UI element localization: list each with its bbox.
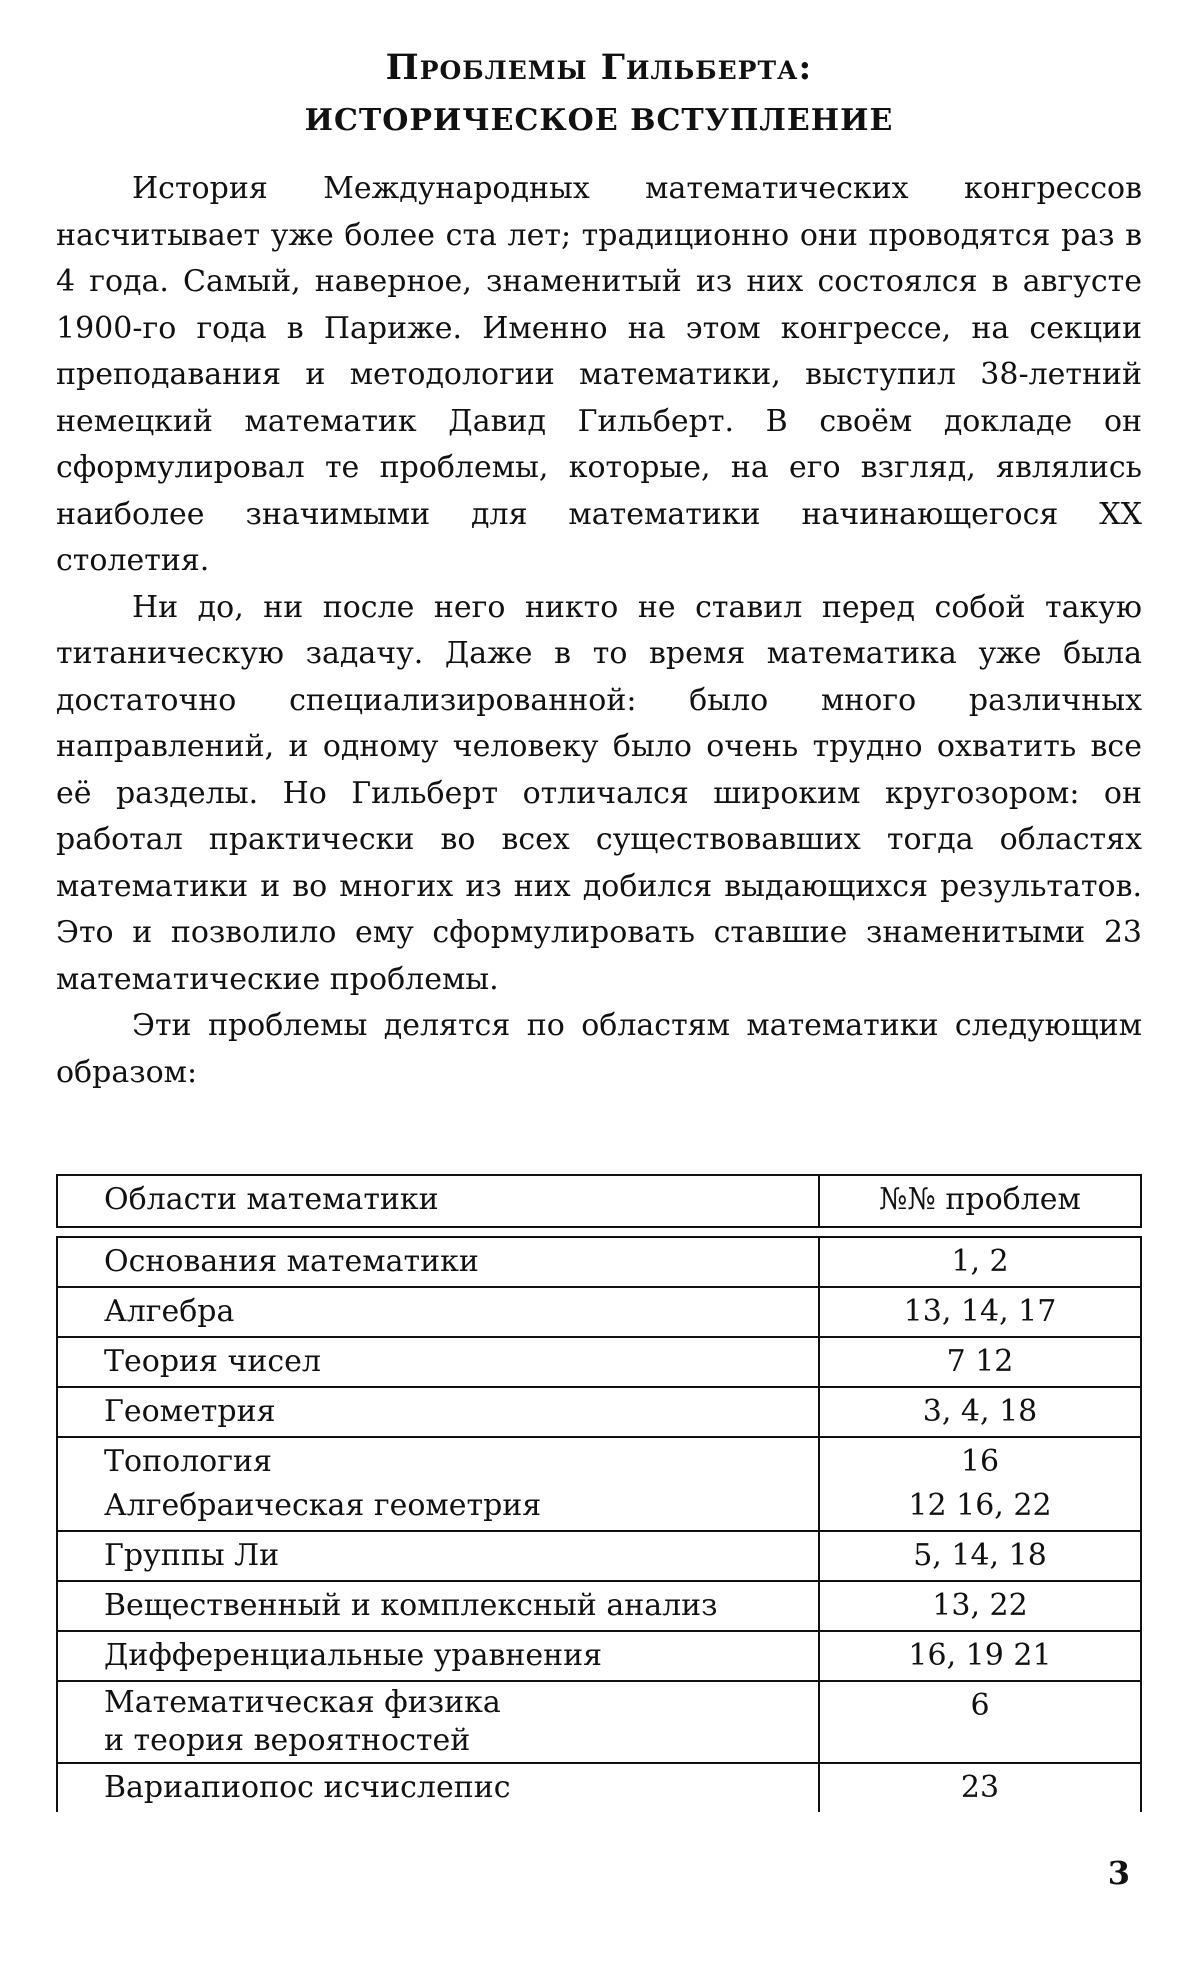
paragraph-3: Эти проблемы делятся по областям математики следующим образом: bbox=[56, 1008, 1142, 1090]
table-header-row bbox=[57, 1175, 1141, 1227]
table-cell-area-line: Алгебраическая геометрия bbox=[104, 1488, 542, 1523]
table-cell-area-line: Топология bbox=[104, 1444, 272, 1479]
page-title: Проблемы Гильберта: bbox=[385, 47, 813, 88]
page-subtitle: ИСТОРИЧЕСКОЕ ВСТУПЛЕНИЕ bbox=[304, 103, 894, 138]
table-cell-nums bbox=[819, 1437, 1141, 1531]
table-cell-nums: 23 bbox=[819, 1763, 1141, 1812]
table-cell-nums: 13, 22 bbox=[819, 1581, 1141, 1631]
table-cell-area bbox=[57, 1681, 819, 1763]
table-header-nums: №№ проблем bbox=[819, 1175, 1141, 1227]
table-cell-area: Вещественный и комплексный анализ bbox=[57, 1581, 819, 1631]
table-row bbox=[57, 1237, 1141, 1287]
table-row bbox=[57, 1763, 1141, 1812]
table-cell-area: Геометрия bbox=[57, 1387, 819, 1437]
table-cell-area: Дифференциальные уравнения bbox=[57, 1631, 819, 1681]
page-number: 3 bbox=[1107, 1854, 1130, 1892]
table-cell-nums-line: 12 16, 22 bbox=[908, 1488, 1052, 1523]
table-row bbox=[57, 1681, 1141, 1763]
problems-table bbox=[56, 1174, 1142, 1812]
table-cell-nums: 3, 4, 18 bbox=[819, 1387, 1141, 1437]
table-cell-area: Вариапиопос исчислепис bbox=[57, 1763, 819, 1812]
table-header-area: Области математики bbox=[57, 1175, 819, 1227]
table-cell-nums: 1, 2 bbox=[819, 1237, 1141, 1287]
table-cell-area-line: и теория вероятностей bbox=[104, 1723, 471, 1758]
table-cell-area: Основания математики bbox=[57, 1237, 819, 1287]
table-row bbox=[57, 1581, 1141, 1631]
table-cell-area-line: Математическая физика bbox=[104, 1685, 501, 1720]
table-cell-area: Алгебра bbox=[57, 1287, 819, 1337]
table-row bbox=[57, 1531, 1141, 1581]
table-cell-nums: 5, 14, 18 bbox=[819, 1531, 1141, 1581]
table-cell-nums-line: 16 bbox=[960, 1444, 1000, 1479]
table-cell-area: Группы Ли bbox=[57, 1531, 819, 1581]
table-cell-nums: 7 12 bbox=[819, 1337, 1141, 1387]
table-cell-area: Теория чисел bbox=[57, 1337, 819, 1387]
table-cell-area bbox=[57, 1437, 819, 1531]
table-row bbox=[57, 1631, 1141, 1681]
table-row bbox=[57, 1337, 1141, 1387]
page-content bbox=[56, 40, 1142, 1812]
table-cell-nums: 6 bbox=[819, 1681, 1141, 1763]
table-separator bbox=[57, 1227, 1141, 1237]
table-row bbox=[57, 1387, 1141, 1437]
table-row bbox=[57, 1287, 1141, 1337]
paragraph-2: Ни до, ни после него никто не ставил перед собой такую титаническую задачу. Даже в то время математика уже была достаточно специализированной: было много различных направлений, и одному человеку было очень трудно охватить все её разделы. Но Гильберт отличался широким кругозором: он работал практически во всех существовавших тогда областях математики и во многих из них добился выдающихся результатов. Это и позволило ему сформулировать ставшие знаменитыми 23 математические проблемы. bbox=[56, 589, 1142, 997]
table-cell-nums: 16, 19 21 bbox=[819, 1631, 1141, 1681]
table-row bbox=[57, 1437, 1141, 1531]
problems-table-wrapper bbox=[56, 1174, 1142, 1812]
paragraph-1: История Международных математических конгрессов насчитывает уже более ста лет; традиционно они проводятся раз в 4 года. Самый, наверное, знаменитый из них состоялся в августе 1900-го года в Париже. Именно на этом конгрессе, на секции преподавания и методологии математики, выступил 38-летний немецкий математик Давид Гильберт. В своём докладе он сформулировал те проблемы, которые, на его взгляд, являлись наиболее значимыми для математики начинающегося XX столетия. bbox=[56, 171, 1142, 578]
table-cell-nums: 13, 14, 17 bbox=[819, 1287, 1141, 1337]
